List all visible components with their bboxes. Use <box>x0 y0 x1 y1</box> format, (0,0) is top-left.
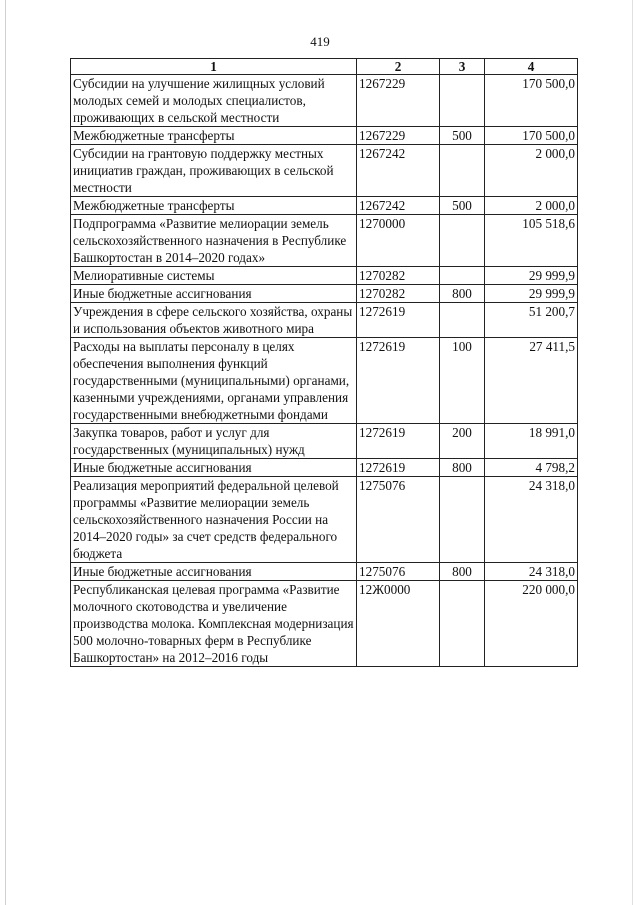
cell-type: 100 <box>440 338 485 424</box>
cell-amount: 24 318,0 <box>485 477 578 563</box>
cell-code: 1270000 <box>357 215 440 267</box>
cell-name: Субсидии на улучшение жилищных условий молодых семей и молодых специалистов, проживающих в сельской местности <box>71 75 357 127</box>
cell-code: 1275076 <box>357 563 440 581</box>
table-row <box>71 477 578 563</box>
cell-name: Республиканская целевая программа «Развитие молочного скотоводства и увеличение производства молока. Комплексная модернизация 500 молочно-товарных ферм в Республике Башкортостан» на 2012–2016 годы <box>71 581 357 667</box>
cell-type <box>440 215 485 267</box>
table-row <box>71 75 578 127</box>
cell-amount: 51 200,7 <box>485 303 578 338</box>
cell-code: 1272619 <box>357 424 440 459</box>
table-header <box>71 59 578 75</box>
cell-name: Иные бюджетные ассигнования <box>71 459 357 477</box>
cell-name: Субсидии на грантовую поддержку местных инициатив граждан, проживающих в сельской местности <box>71 145 357 197</box>
cell-type <box>440 303 485 338</box>
budget-table <box>70 58 578 667</box>
header-col-3: 3 <box>440 59 485 75</box>
cell-code: 1267229 <box>357 127 440 145</box>
cell-type: 800 <box>440 563 485 581</box>
cell-code: 1270282 <box>357 267 440 285</box>
cell-type: 800 <box>440 459 485 477</box>
header-col-2: 2 <box>357 59 440 75</box>
cell-type <box>440 145 485 197</box>
cell-code: 1270282 <box>357 285 440 303</box>
cell-amount: 2 000,0 <box>485 197 578 215</box>
table-row <box>71 127 578 145</box>
cell-type <box>440 267 485 285</box>
cell-amount: 170 500,0 <box>485 127 578 145</box>
table-row <box>71 215 578 267</box>
cell-name: Учреждения в сфере сельского хозяйства, охраны и использования объектов животного мира <box>71 303 357 338</box>
cell-type: 800 <box>440 285 485 303</box>
cell-name: Реализация мероприятий федеральной целевой программы «Развитие мелиорации земель сельскохозяйственного назначения России на 2014–2020 годы» за счет средств федерального бюджета <box>71 477 357 563</box>
cell-amount: 27 411,5 <box>485 338 578 424</box>
cell-name: Межбюджетные трансферты <box>71 127 357 145</box>
header-col-1: 1 <box>71 59 357 75</box>
header-row <box>71 59 578 75</box>
scan-edge-left <box>5 0 6 905</box>
cell-amount: 105 518,6 <box>485 215 578 267</box>
table-row <box>71 285 578 303</box>
cell-code: 1272619 <box>357 459 440 477</box>
cell-code: 1267242 <box>357 197 440 215</box>
cell-code: 1267229 <box>357 75 440 127</box>
cell-amount: 220 000,0 <box>485 581 578 667</box>
cell-type <box>440 581 485 667</box>
table-row <box>71 459 578 477</box>
cell-code: 1272619 <box>357 303 440 338</box>
cell-name: Закупка товаров, работ и услуг для государственных (муниципальных) нужд <box>71 424 357 459</box>
cell-name: Мелиоративные системы <box>71 267 357 285</box>
page-number: 419 <box>310 34 330 49</box>
cell-type: 200 <box>440 424 485 459</box>
table-row <box>71 424 578 459</box>
cell-amount: 24 318,0 <box>485 563 578 581</box>
cell-code: 1267242 <box>357 145 440 197</box>
cell-type <box>440 75 485 127</box>
cell-amount: 29 999,9 <box>485 285 578 303</box>
cell-type: 500 <box>440 127 485 145</box>
table-row <box>71 197 578 215</box>
cell-amount: 18 991,0 <box>485 424 578 459</box>
cell-code: 1272619 <box>357 338 440 424</box>
cell-code: 1275076 <box>357 477 440 563</box>
cell-code: 12Ж0000 <box>357 581 440 667</box>
table-body <box>71 75 578 667</box>
cell-amount: 29 999,9 <box>485 267 578 285</box>
table-row <box>71 267 578 285</box>
cell-amount: 4 798,2 <box>485 459 578 477</box>
cell-amount: 170 500,0 <box>485 75 578 127</box>
cell-name: Иные бюджетные ассигнования <box>71 563 357 581</box>
scan-edge-right <box>632 0 633 905</box>
table-row <box>71 303 578 338</box>
table-row <box>71 581 578 667</box>
cell-name: Расходы на выплаты персоналу в целях обеспечения выполнения функций государственными (муниципальными) органами, казенными учреждениями, органами управления государственными внебюджетными фондами <box>71 338 357 424</box>
cell-name: Подпрограмма «Развитие мелиорации земель сельскохозяйственного назначения в Республике Башкортостан в 2014–2020 годах» <box>71 215 357 267</box>
cell-amount: 2 000,0 <box>485 145 578 197</box>
cell-name: Межбюджетные трансферты <box>71 197 357 215</box>
table-row <box>71 563 578 581</box>
table-row <box>71 338 578 424</box>
cell-type: 500 <box>440 197 485 215</box>
cell-name: Иные бюджетные ассигнования <box>71 285 357 303</box>
header-col-4: 4 <box>485 59 578 75</box>
table-row <box>71 145 578 197</box>
cell-type <box>440 477 485 563</box>
